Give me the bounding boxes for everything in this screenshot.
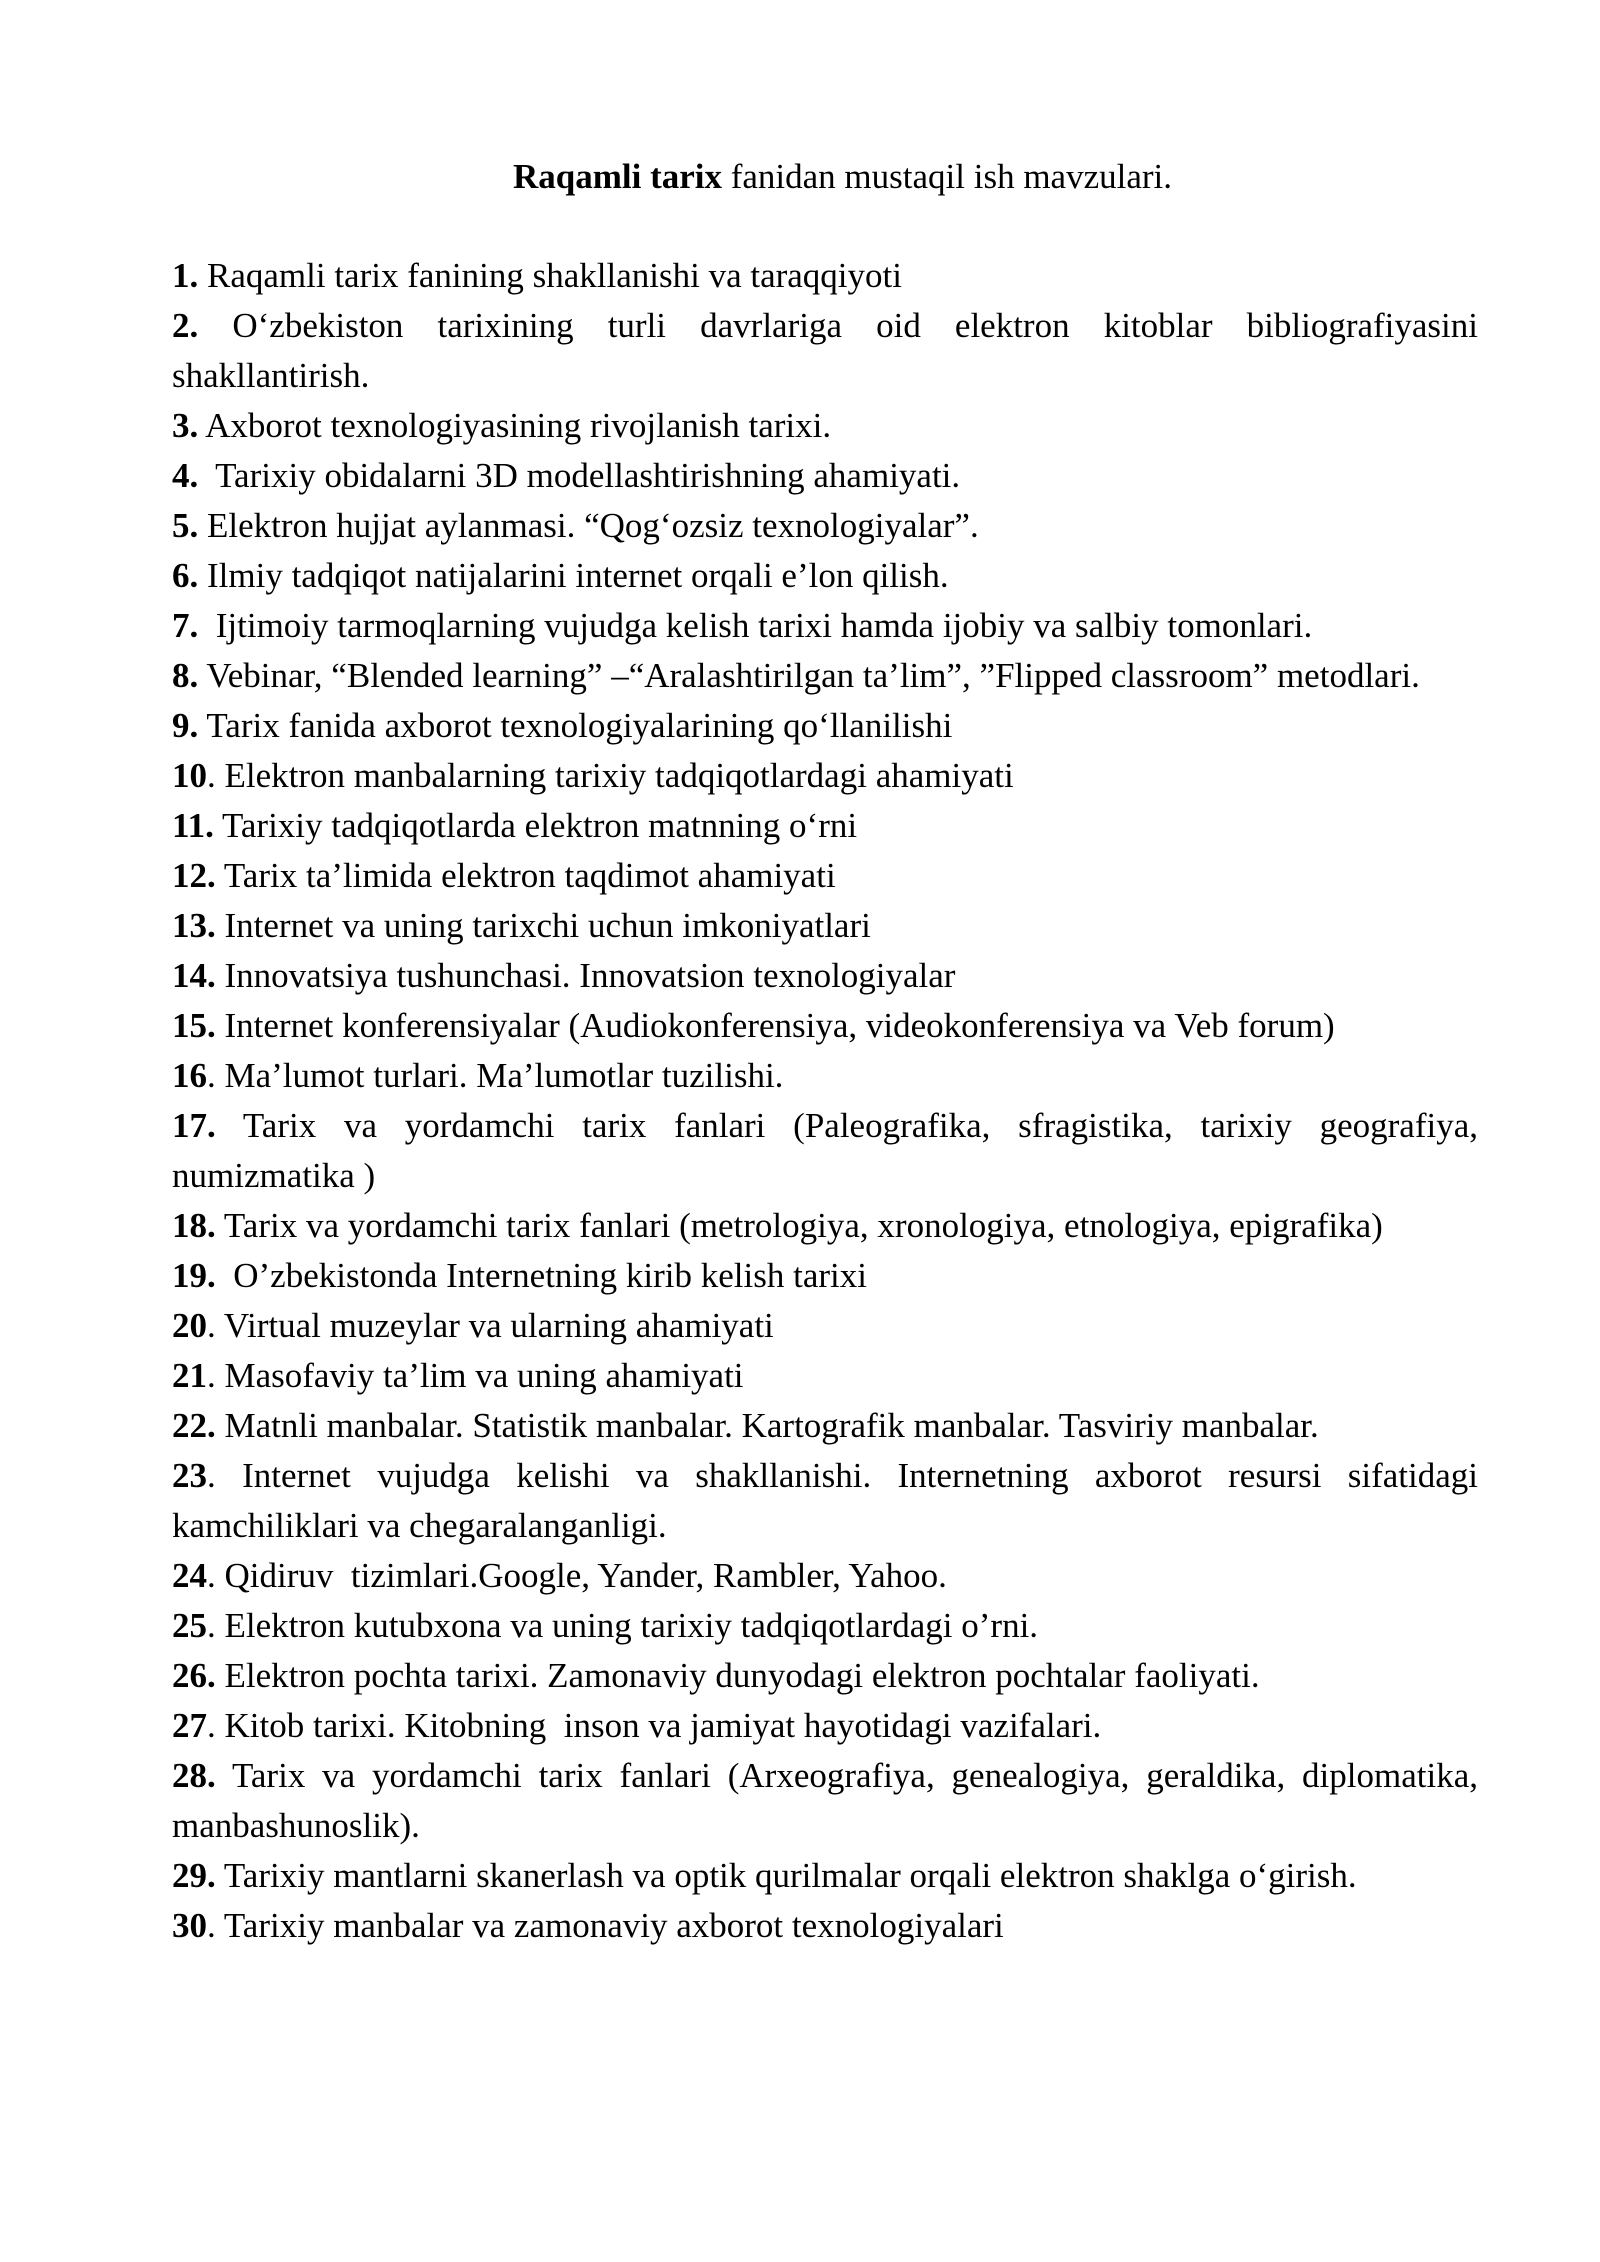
topic-item	[172, 651, 1478, 701]
topic-text: Tarix fanida axborot texnologiyalarining qo‘llanilishi	[198, 706, 953, 745]
topic-text: Ijtimoiy tarmoqlarning vujudga kelish tarixi hamda ijobiy va salbiy tomonlari.	[198, 606, 1313, 645]
topic-text: Vebinar, “Blended learning” –“Aralashtirilgan ta’lim”, ”Flipped classroom” metodlari.	[198, 656, 1420, 695]
topic-item	[172, 1051, 1478, 1101]
topic-text: Ma’lumot turlari. Ma’lumotlar tuzilishi.	[215, 1056, 784, 1095]
topic-item	[172, 401, 1478, 451]
topic-number-punct: .	[207, 1856, 216, 1895]
topic-number-punct: .	[207, 856, 216, 895]
topic-item	[172, 751, 1478, 801]
topic-text: Masofaviy ta’lim va uning ahamiyati	[215, 1356, 744, 1395]
topic-number: 30	[172, 1906, 207, 1945]
topic-number: 23	[172, 1456, 207, 1495]
topic-text: O‘zbekiston tarixining turli davrlariga oid elektron kitoblar bibliografiyasini shakllantirish.	[172, 306, 1487, 395]
topic-number: 5	[172, 506, 190, 545]
topic-number-punct: .	[207, 1456, 216, 1495]
topic-number-punct: .	[189, 556, 199, 595]
topic-text: Innovatsiya tushunchasi. Innovatsion texnologiyalar	[215, 956, 956, 995]
topic-number-punct: .	[207, 1056, 216, 1095]
topic-number: 17	[172, 1106, 207, 1145]
topic-text: Elektron kutubxona va uning tarixiy tadqiqotlardagi o’rni.	[215, 1606, 1039, 1645]
topic-item	[172, 601, 1478, 651]
topic-item	[172, 1551, 1478, 1601]
topic-number: 3	[172, 406, 190, 445]
topic-item	[172, 1201, 1478, 1251]
topic-text: Elektron pochta tarixi. Zamonaviy dunyodagi elektron pochtalar faoliyati.	[215, 1656, 1260, 1695]
topic-text: Elektron manbalarning tarixiy tadqiqotlardagi ahamiyati	[215, 756, 1014, 795]
topic-number: 4	[172, 456, 190, 495]
topic-number-punct: .	[189, 406, 199, 445]
topic-item	[172, 451, 1478, 501]
topic-number: 11	[172, 806, 206, 845]
topic-number-punct: .	[189, 606, 199, 645]
topic-text: Tarix va yordamchi tarix fanlari (Arxeografiya, genealogiya, geraldika, diplomatika, manbashunoslik).	[172, 1756, 1487, 1845]
topic-number-punct: .	[207, 1006, 216, 1045]
topic-number-punct: .	[189, 306, 199, 345]
topic-number: 1	[172, 256, 190, 295]
topic-number: 22	[172, 1406, 207, 1445]
topic-number-punct: .	[205, 806, 214, 845]
topic-item	[172, 551, 1478, 601]
topic-text: Matnli manbalar. Statistik manbalar. Kartografik manbalar. Tasviriy manbalar.	[215, 1406, 1319, 1445]
topic-number: 8	[172, 656, 190, 695]
topic-text: O’zbekistonda Internetning kirib kelish tarixi	[215, 1256, 867, 1295]
topic-number-punct: .	[189, 706, 199, 745]
topic-number-punct: .	[207, 1606, 216, 1645]
topic-text: Tarixiy obidalarni 3D modellashtirishning ahamiyati.	[198, 456, 961, 495]
topic-text: Qidiruv tizimlari.Google, Yander, Rambler, Yahoo.	[215, 1556, 947, 1595]
topic-item	[172, 1601, 1478, 1651]
topic-number: 20	[172, 1306, 207, 1345]
topic-number-punct: .	[207, 1306, 216, 1345]
page-title	[0, 152, 1600, 202]
topic-number-punct: .	[189, 656, 199, 695]
topic-item	[172, 1301, 1478, 1351]
topic-item	[172, 951, 1478, 1001]
topic-number-punct: .	[189, 256, 199, 295]
topic-number-punct: .	[207, 1706, 216, 1745]
topic-number-punct: .	[207, 1356, 216, 1395]
topic-number: 16	[172, 1056, 207, 1095]
topic-item	[172, 1401, 1478, 1451]
topic-number: 10	[172, 756, 207, 795]
topic-text: Axborot texnologiyasining rivojlanish tarixi.	[198, 406, 832, 445]
topic-number: 2	[172, 306, 190, 345]
topic-item	[172, 1701, 1478, 1751]
topic-number-punct: .	[207, 1256, 216, 1295]
topic-text: Tarixiy mantlarni skanerlash va optik qurilmalar orqali elektron shaklga o‘girish.	[215, 1856, 1357, 1895]
topic-text: Tarixiy tadqiqotlarda elektron matnning o‘rni	[213, 806, 858, 845]
topic-number: 6	[172, 556, 190, 595]
topic-number: 28	[172, 1756, 207, 1795]
topic-number: 25	[172, 1606, 207, 1645]
topic-number-punct: .	[189, 456, 199, 495]
topic-text: Kitob tarixi. Kitobning inson va jamiyat hayotidagi vazifalari.	[215, 1706, 1102, 1745]
topic-number: 15	[172, 1006, 207, 1045]
topic-item	[172, 251, 1478, 301]
topic-list	[172, 251, 1487, 1951]
topic-number: 21	[172, 1356, 207, 1395]
topic-item	[172, 1001, 1478, 1051]
topic-number-punct: .	[207, 906, 216, 945]
topic-item	[172, 901, 1478, 951]
topic-text: Internet va uning tarixchi uchun imkoniyatlari	[215, 906, 871, 945]
topic-number: 27	[172, 1706, 207, 1745]
topic-number: 19	[172, 1256, 207, 1295]
topic-item	[172, 1451, 1487, 1551]
topic-number: 13	[172, 906, 207, 945]
topic-item	[172, 801, 1478, 851]
topic-text: Virtual muzeylar va ularning ahamiyati	[215, 1306, 774, 1345]
topic-number: 9	[172, 706, 190, 745]
topic-number-punct: .	[207, 1906, 216, 1945]
topic-number-punct: .	[207, 756, 216, 795]
topic-number: 24	[172, 1556, 207, 1595]
topic-number: 18	[172, 1206, 207, 1245]
topic-number: 26	[172, 1656, 207, 1695]
topic-number: 29	[172, 1856, 207, 1895]
topic-text: Tarix ta’limida elektron taqdimot ahamiyati	[215, 856, 836, 895]
topic-number-punct: .	[207, 956, 216, 995]
topic-number-punct: .	[207, 1206, 216, 1245]
topic-item	[172, 1901, 1478, 1951]
topic-item	[172, 301, 1487, 401]
topic-text: Tarixiy manbalar va zamonaviy axborot texnologiyalari	[215, 1906, 1004, 1945]
topic-number: 7	[172, 606, 190, 645]
topic-number: 14	[172, 956, 207, 995]
topic-text: Tarix va yordamchi tarix fanlari (Paleografika, sfragistika, tarixiy geografiya, numizmatika )	[172, 1106, 1487, 1195]
topic-text: Elektron hujjat aylanmasi. “Qog‘ozsiz texnologiyalar”.	[198, 506, 979, 545]
topic-text: Internet vujudga kelishi va shakllanishi. Internetning axborot resursi sifatidagi kamchiliklari va chegaralanganligi.	[172, 1456, 1487, 1545]
topic-number-punct: .	[207, 1656, 216, 1695]
topic-number-punct: .	[207, 1756, 216, 1795]
topic-item	[172, 1251, 1478, 1301]
topic-item	[172, 701, 1478, 751]
topic-item	[172, 1751, 1487, 1851]
topic-text: Raqamli tarix fanining shakllanishi va taraqqiyoti	[198, 256, 902, 295]
topic-item	[172, 1101, 1487, 1201]
title-bold-part: Raqamli tarix	[512, 157, 722, 196]
topic-text: Ilmiy tadqiqot natijalarini internet orqali e’lon qilish.	[198, 556, 949, 595]
topic-number-punct: .	[207, 1106, 216, 1145]
topic-item	[172, 1851, 1478, 1901]
topic-number-punct: .	[189, 506, 199, 545]
topic-number: 12	[172, 856, 207, 895]
topic-item	[172, 501, 1478, 551]
topic-number-punct: .	[207, 1406, 216, 1445]
topic-text: Tarix va yordamchi tarix fanlari (metrologiya, xronologiya, etnologiya, epigrafika)	[215, 1206, 1383, 1245]
title-rest: fanidan mustaqil ish mavzulari.	[721, 157, 1173, 196]
topic-item	[172, 1651, 1478, 1701]
topic-item	[172, 1351, 1478, 1401]
topic-number-punct: .	[207, 1556, 216, 1595]
topic-text: Internet konferensiyalar (Audiokonferensiya, videokonferensiya va Veb forum)	[215, 1006, 1335, 1045]
topic-item	[172, 851, 1478, 901]
